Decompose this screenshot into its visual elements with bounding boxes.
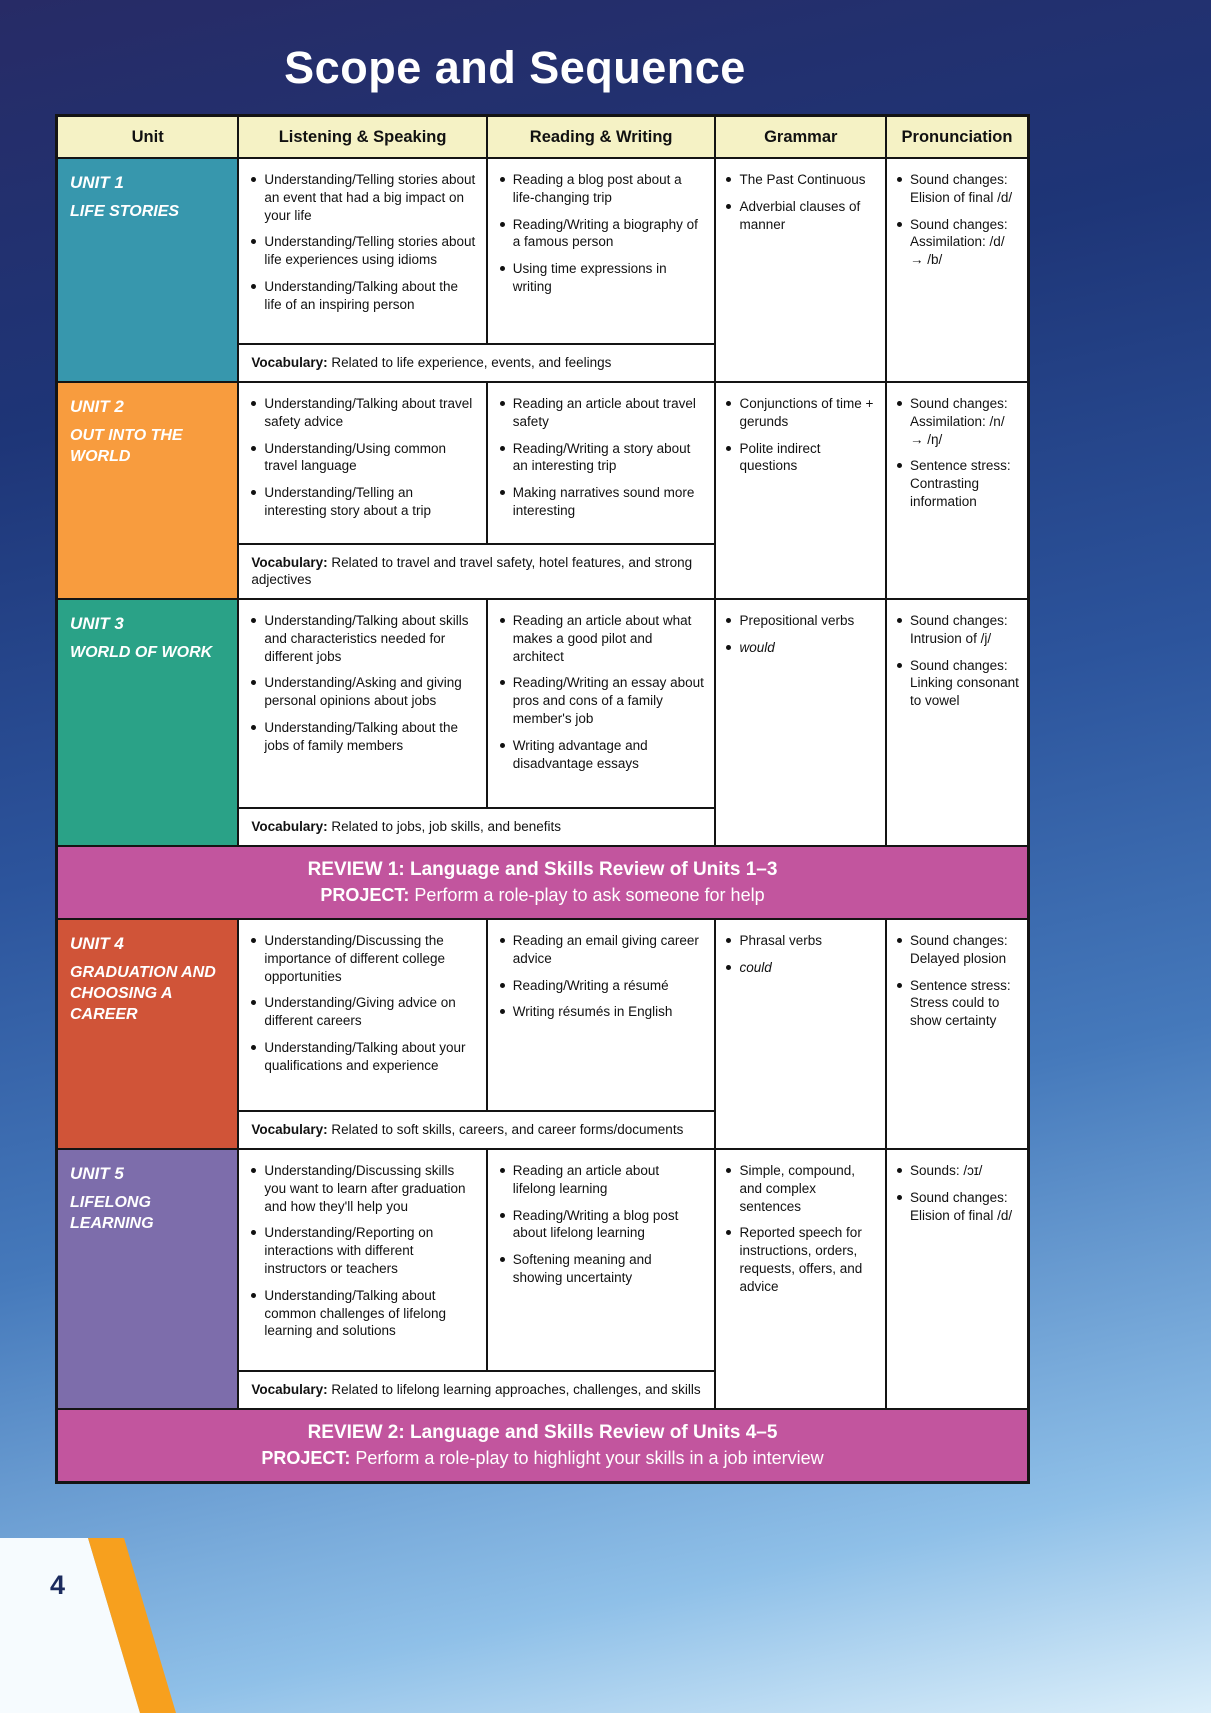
pronunciation-list: [897, 932, 1021, 1030]
grammar-list: [726, 171, 877, 233]
reading-writing-list: [500, 932, 705, 1021]
unit-number: UNIT 3: [70, 614, 124, 633]
header-cell-reading-writing: Reading & Writing: [488, 117, 715, 157]
unit-3-vocabulary-cell: [239, 809, 714, 845]
scope-and-sequence-table: [55, 114, 1030, 1484]
page-number: 4: [50, 1570, 66, 1600]
unit-1-vocabulary-cell: [239, 345, 714, 381]
reading-writing-list: [500, 171, 705, 296]
bullet-item: Writing advantage and disadvantage essays: [500, 737, 705, 773]
bullet-item: could: [726, 959, 877, 977]
unit-4-grammar-cell: [716, 920, 885, 1148]
listening-speaking-list: [251, 612, 475, 755]
project-label: PROJECT:: [320, 884, 410, 905]
unit-5-listening-speaking-cell: [239, 1150, 485, 1370]
bullet-item: Sound changes: Assimilation: /n/ → /ŋ/: [897, 395, 1021, 448]
unit-5-grammar-cell: [716, 1150, 885, 1408]
unit-1-listening-speaking-cell: [239, 159, 485, 343]
unit-3-label-cell: [58, 600, 237, 845]
bullet-item: Polite indirect questions: [726, 440, 877, 476]
unit-3-pronunciation-cell: [887, 600, 1027, 845]
grammar-list: [726, 395, 877, 475]
unit-2-listening-speaking-cell: [239, 383, 485, 543]
bullet-item: Reading an article about travel safety: [500, 395, 705, 431]
vocabulary-label: Vocabulary:: [251, 554, 328, 570]
unit-2-label-cell: [58, 383, 237, 598]
unit-1-pronunciation-cell: [887, 159, 1027, 381]
bullet-item: Understanding/Telling an interesting story about a trip: [251, 484, 475, 520]
review-1-banner: [58, 847, 1027, 918]
listening-speaking-list: [251, 932, 475, 1075]
unit-2-vocabulary-cell: [239, 545, 714, 598]
bullet-item: Reading/Writing a story about an interesting trip: [500, 440, 705, 476]
project-label: PROJECT:: [261, 1447, 351, 1468]
unit-4-pronunciation-cell: [887, 920, 1027, 1148]
project-text: Perform a role-play to ask someone for help: [414, 884, 765, 905]
unit-row-1: [58, 159, 1027, 381]
unit-4-listening-speaking-cell: [239, 920, 485, 1110]
bullet-item: Writing résumés in English: [500, 1003, 705, 1021]
unit-row-2: [58, 383, 1027, 598]
project-text: Perform a role-play to highlight your skills in a job interview: [355, 1447, 824, 1468]
grammar-list: [726, 1162, 877, 1296]
pronunciation-list: [897, 395, 1021, 511]
review-title: REVIEW 1: Language and Skills Review of Units 1–3: [307, 859, 778, 880]
bullet-item: Understanding/Using common travel language: [251, 440, 475, 476]
reading-writing-list: [500, 395, 705, 520]
bullet-item: Understanding/Reporting on interactions with different instructors or teachers: [251, 1224, 475, 1277]
bullet-item: Reading an article about lifelong learning: [500, 1162, 705, 1198]
page-title: Scope and Sequence: [284, 42, 746, 93]
review-2-banner: [58, 1410, 1027, 1481]
bullet-item: Reading/Writing a résumé: [500, 977, 705, 995]
vocabulary-text: Related to travel and travel safety, hotel features, and strong adjectives: [251, 554, 693, 588]
unit-1-reading-writing-cell: [488, 159, 715, 343]
bullet-item: Softening meaning and showing uncertainty: [500, 1251, 705, 1287]
bullet-item: Simple, compound, and complex sentences: [726, 1162, 877, 1215]
unit-4-vocabulary-cell: [239, 1112, 714, 1148]
vocabulary-label: Vocabulary:: [251, 355, 328, 371]
unit-title: WORLD OF WORK: [70, 644, 213, 661]
bullet-item: Sound changes: Elision of final /d/: [897, 1189, 1021, 1225]
unit-2-grammar-cell: [716, 383, 885, 598]
bullet-item: Sentence stress: Contrasting information: [897, 457, 1021, 510]
unit-number: UNIT 4: [70, 933, 124, 953]
pronunciation-list: [897, 612, 1021, 710]
bullet-item: Sounds: /ɔɪ/: [897, 1162, 1021, 1180]
review-title: REVIEW 2: Language and Skills Review of Units 4–5: [307, 1421, 778, 1443]
pronunciation-list: [897, 171, 1021, 269]
vocabulary-text: Related to life experience, events, and feelings: [331, 355, 612, 371]
unit-row-3: [58, 600, 1027, 845]
unit-3-reading-writing-cell: [488, 600, 715, 807]
bullet-item: Reading an article about what makes a good pilot and architect: [500, 612, 705, 665]
review-2-row: [58, 1410, 1027, 1481]
bullet-item: Reading a blog post about a life-changing trip: [500, 171, 705, 207]
unit-title: LIFE STORIES: [70, 203, 180, 220]
bullet-item: Sentence stress: Stress could to show certainty: [897, 977, 1021, 1030]
vocabulary-text: Related to jobs, job skills, and benefits: [331, 819, 562, 835]
vocabulary-label: Vocabulary:: [251, 819, 328, 835]
listening-speaking-list: [251, 171, 475, 314]
bullet-item: Understanding/Giving advice on different careers: [251, 994, 475, 1030]
review-project: [66, 1446, 1019, 1470]
bullet-item: The Past Continuous: [726, 171, 877, 189]
vocabulary-text: Related to lifelong learning approaches, challenges, and skills: [331, 1382, 701, 1398]
review-1-row: [58, 847, 1027, 918]
bullet-item: Using time expressions in writing: [500, 260, 705, 296]
grammar-list: [726, 612, 877, 657]
bullet-item: Sound changes: Linking consonant to vowel: [897, 657, 1021, 710]
bullet-item: Adverbial clauses of manner: [726, 198, 877, 234]
bullet-item: Reading/Writing an essay about pros and cons of a family member's job: [500, 674, 705, 727]
unit-title: LIFELONG LEARNING: [70, 1193, 154, 1232]
unit-2-reading-writing-cell: [488, 383, 715, 543]
header-cell-grammar: Grammar: [716, 117, 885, 157]
footer-corner: [0, 1538, 260, 1713]
vocabulary-label: Vocabulary:: [251, 1382, 328, 1398]
unit-1-label-cell: [58, 159, 237, 381]
grammar-list: [726, 932, 877, 977]
bullet-item: Understanding/Discussing the importance of different college opportunities: [251, 932, 475, 985]
unit-5-reading-writing-cell: [488, 1150, 715, 1370]
bullet-item: Understanding/Talking about travel safety advice: [251, 395, 475, 431]
unit-number: UNIT 5: [70, 1163, 124, 1183]
vocabulary-label: Vocabulary:: [251, 1122, 328, 1138]
bullet-item: Making narratives sound more interesting: [500, 484, 705, 520]
vocabulary-text: Related to soft skills, careers, and career forms/documents: [331, 1122, 684, 1138]
unit-4-reading-writing-cell: [488, 920, 715, 1110]
unit-5-vocabulary-cell: [239, 1372, 714, 1408]
bullet-item: Sound changes: Delayed plosion: [897, 932, 1021, 968]
unit-4-label-cell: [58, 920, 237, 1148]
reading-writing-list: [500, 612, 705, 773]
unit-3-listening-speaking-cell: [239, 600, 485, 807]
bullet-item: Understanding/Talking about the jobs of family members: [251, 719, 475, 755]
pronunciation-list: [897, 1162, 1021, 1224]
bullet-item: Reading an email giving career advice: [500, 932, 705, 968]
bullet-item: Understanding/Talking about common challenges of lifelong learning and solutions: [251, 1287, 475, 1340]
unit-5-pronunciation-cell: [887, 1150, 1027, 1408]
bullet-item: Understanding/Talking about the life of an inspiring person: [251, 278, 475, 314]
bullet-item: Phrasal verbs: [726, 932, 877, 950]
bullet-item: Sound changes: Assimilation: /d/ → /b/: [897, 216, 1021, 269]
bullet-item: Reading/Writing a blog post about lifelong learning: [500, 1207, 705, 1243]
bullet-item: Prepositional verbs: [726, 612, 877, 630]
unit-row-4: [58, 920, 1027, 1148]
bullet-item: Understanding/Talking about skills and characteristics needed for different jobs: [251, 612, 475, 665]
bullet-item: Sound changes: Elision of final /d/: [897, 171, 1021, 207]
header-cell-unit: Unit: [58, 117, 237, 157]
bullet-item: Understanding/Telling stories about life experiences using idioms: [251, 233, 475, 269]
listening-speaking-list: [251, 395, 475, 520]
bullet-item: Reading/Writing a biography of a famous person: [500, 216, 705, 252]
unit-title: OUT INTO THE WORLD: [70, 427, 183, 465]
header-cell-pronunciation: Pronunciation: [887, 117, 1027, 157]
unit-title: GRADUATION AND CHOOSING A CAREER: [70, 963, 216, 1023]
table-header-row: [58, 117, 1027, 157]
bullet-item: Conjunctions of time + gerunds: [726, 395, 877, 431]
bullet-item: Understanding/Talking about your qualifications and experience: [251, 1039, 475, 1075]
unit-number: UNIT 1: [70, 173, 124, 192]
bullet-item: Reported speech for instructions, orders, requests, offers, and advice: [726, 1224, 877, 1295]
unit-3-grammar-cell: [716, 600, 885, 845]
listening-speaking-list: [251, 1162, 475, 1340]
review-project: [66, 883, 1019, 907]
unit-1-grammar-cell: [716, 159, 885, 381]
unit-number: UNIT 2: [70, 397, 124, 416]
reading-writing-list: [500, 1162, 705, 1287]
bullet-item: would: [726, 639, 877, 657]
bullet-item: Understanding/Asking and giving personal opinions about jobs: [251, 674, 475, 710]
unit-row-5: [58, 1150, 1027, 1408]
bullet-item: Understanding/Telling stories about an event that had a big impact on your life: [251, 171, 475, 224]
unit-2-pronunciation-cell: [887, 383, 1027, 598]
unit-5-label-cell: [58, 1150, 237, 1408]
bullet-item: Sound changes: Intrusion of /j/: [897, 612, 1021, 648]
bullet-item: Understanding/Discussing skills you want to learn after graduation and how they'll help you: [251, 1162, 475, 1215]
header-cell-listening-speaking: Listening & Speaking: [239, 117, 485, 157]
